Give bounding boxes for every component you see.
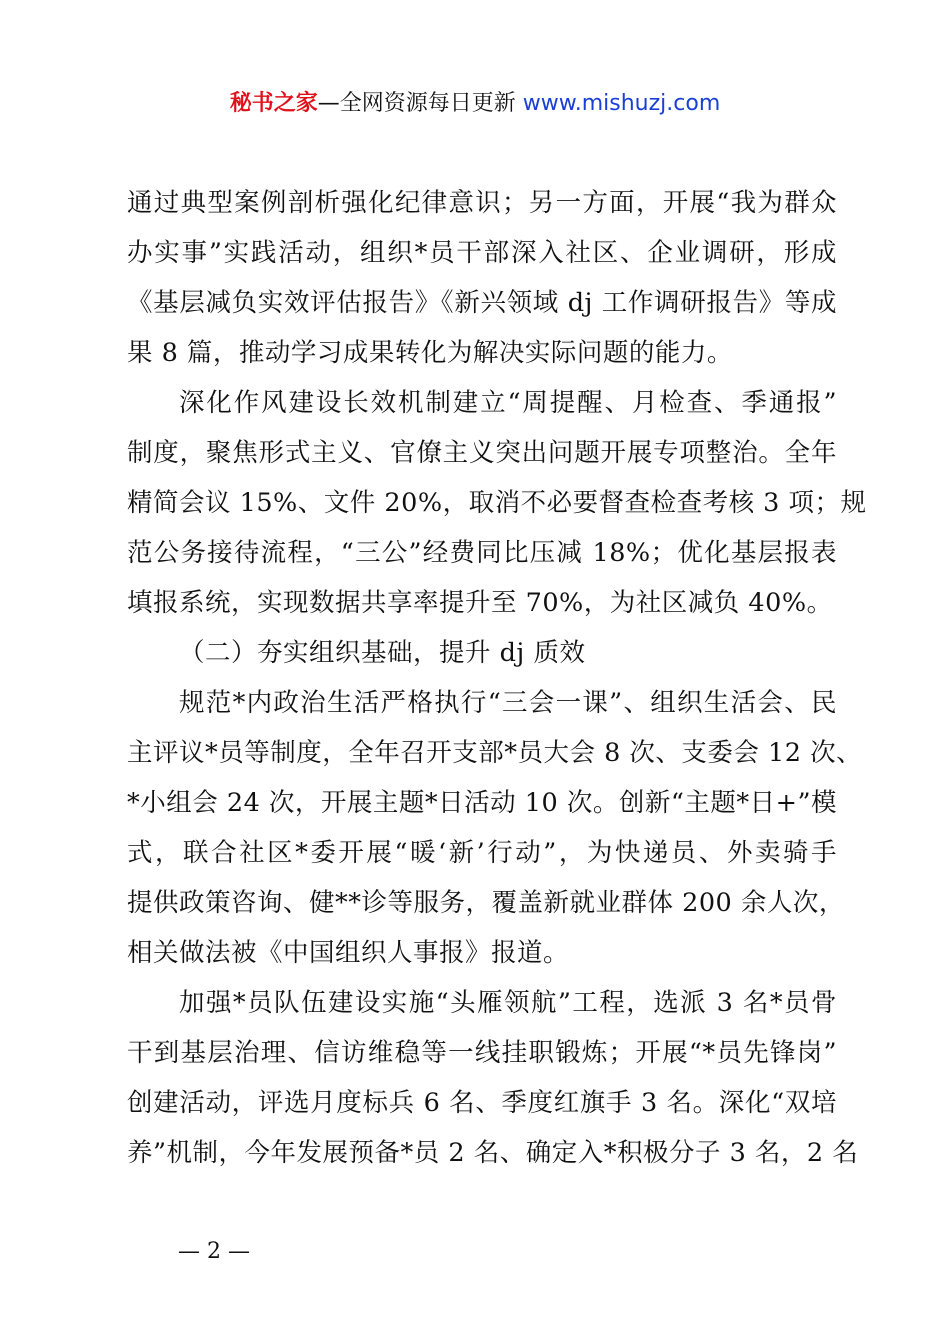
text-line: 式，联合社区*委开展“暖‘新’行动”，为快递员、外卖骑手 [127, 838, 837, 868]
text-line: 提供政策咨询、健**诊等服务，覆盖新就业群体 200 余人次， [127, 888, 845, 918]
site-brand: 秘书之家 [229, 91, 318, 116]
section-heading: （二）夯实组织基础，提升 dj 质效 [179, 638, 586, 668]
site-header [0, 86, 950, 122]
text-line: 干到基层治理、信访维稳等一线挂职锻炼；开展“*员先锋岗” [127, 1038, 837, 1068]
site-url-link[interactable]: www.mishuzj.com [522, 91, 721, 116]
page-number: — 2 — [178, 1239, 250, 1264]
site-slogan: —全网资源每日更新 [317, 91, 523, 116]
text-line: 养”机制，今年发展预备*员 2 名、确定入*积极分子 3 名，2 名 [127, 1138, 859, 1168]
text-line: 办实事”实践活动，组织*员干部深入社区、企业调研，形成 [127, 238, 837, 268]
text-line: 通过典型案例剖析强化纪律意识；另一方面，开展“我为群众 [127, 188, 837, 218]
text-line: 《基层减负实效评估报告》《新兴领域 dj 工作调研报告》等成 [127, 288, 837, 318]
paragraph-start-line: 深化作风建设长效机制建立“周提醒、月检查、季通报” [179, 388, 837, 418]
document-body [127, 178, 867, 1178]
text-line: 创建活动，评选月度标兵 6 名、季度红旗手 3 名。深化“双培 [127, 1088, 837, 1118]
text-line: 范公务接待流程，“三公”经费同比压减 18%；优化基层报表 [127, 538, 837, 568]
text-line: 填报系统，实现数据共享率提升至 70%，为社区减负 40%。 [127, 588, 833, 618]
paragraph-start-line: 规范*内政治生活严格执行“三会一课”、组织生活会、民 [179, 688, 837, 718]
text-line: 精简会议 15%、文件 20%，取消不必要督查检查考核 3 项；规 [127, 488, 867, 518]
text-line: 果 8 篇，推动学习成果转化为解决实际问题的能力。 [127, 338, 733, 368]
paragraph-start-line: 加强*员队伍建设实施“头雁领航”工程，选派 3 名*员骨 [179, 988, 837, 1018]
text-line: *小组会 24 次，开展主题*日活动 10 次。创新“主题*日+”模 [127, 788, 838, 818]
text-line: 相关做法被《中国组织人事报》报道。 [127, 938, 570, 968]
text-line: 主评议*员等制度，全年召开支部*员大会 8 次、支委会 12 次、 [127, 738, 863, 768]
text-line: 制度，聚焦形式主义、官僚主义突出问题开展专项整治。全年 [127, 438, 837, 468]
